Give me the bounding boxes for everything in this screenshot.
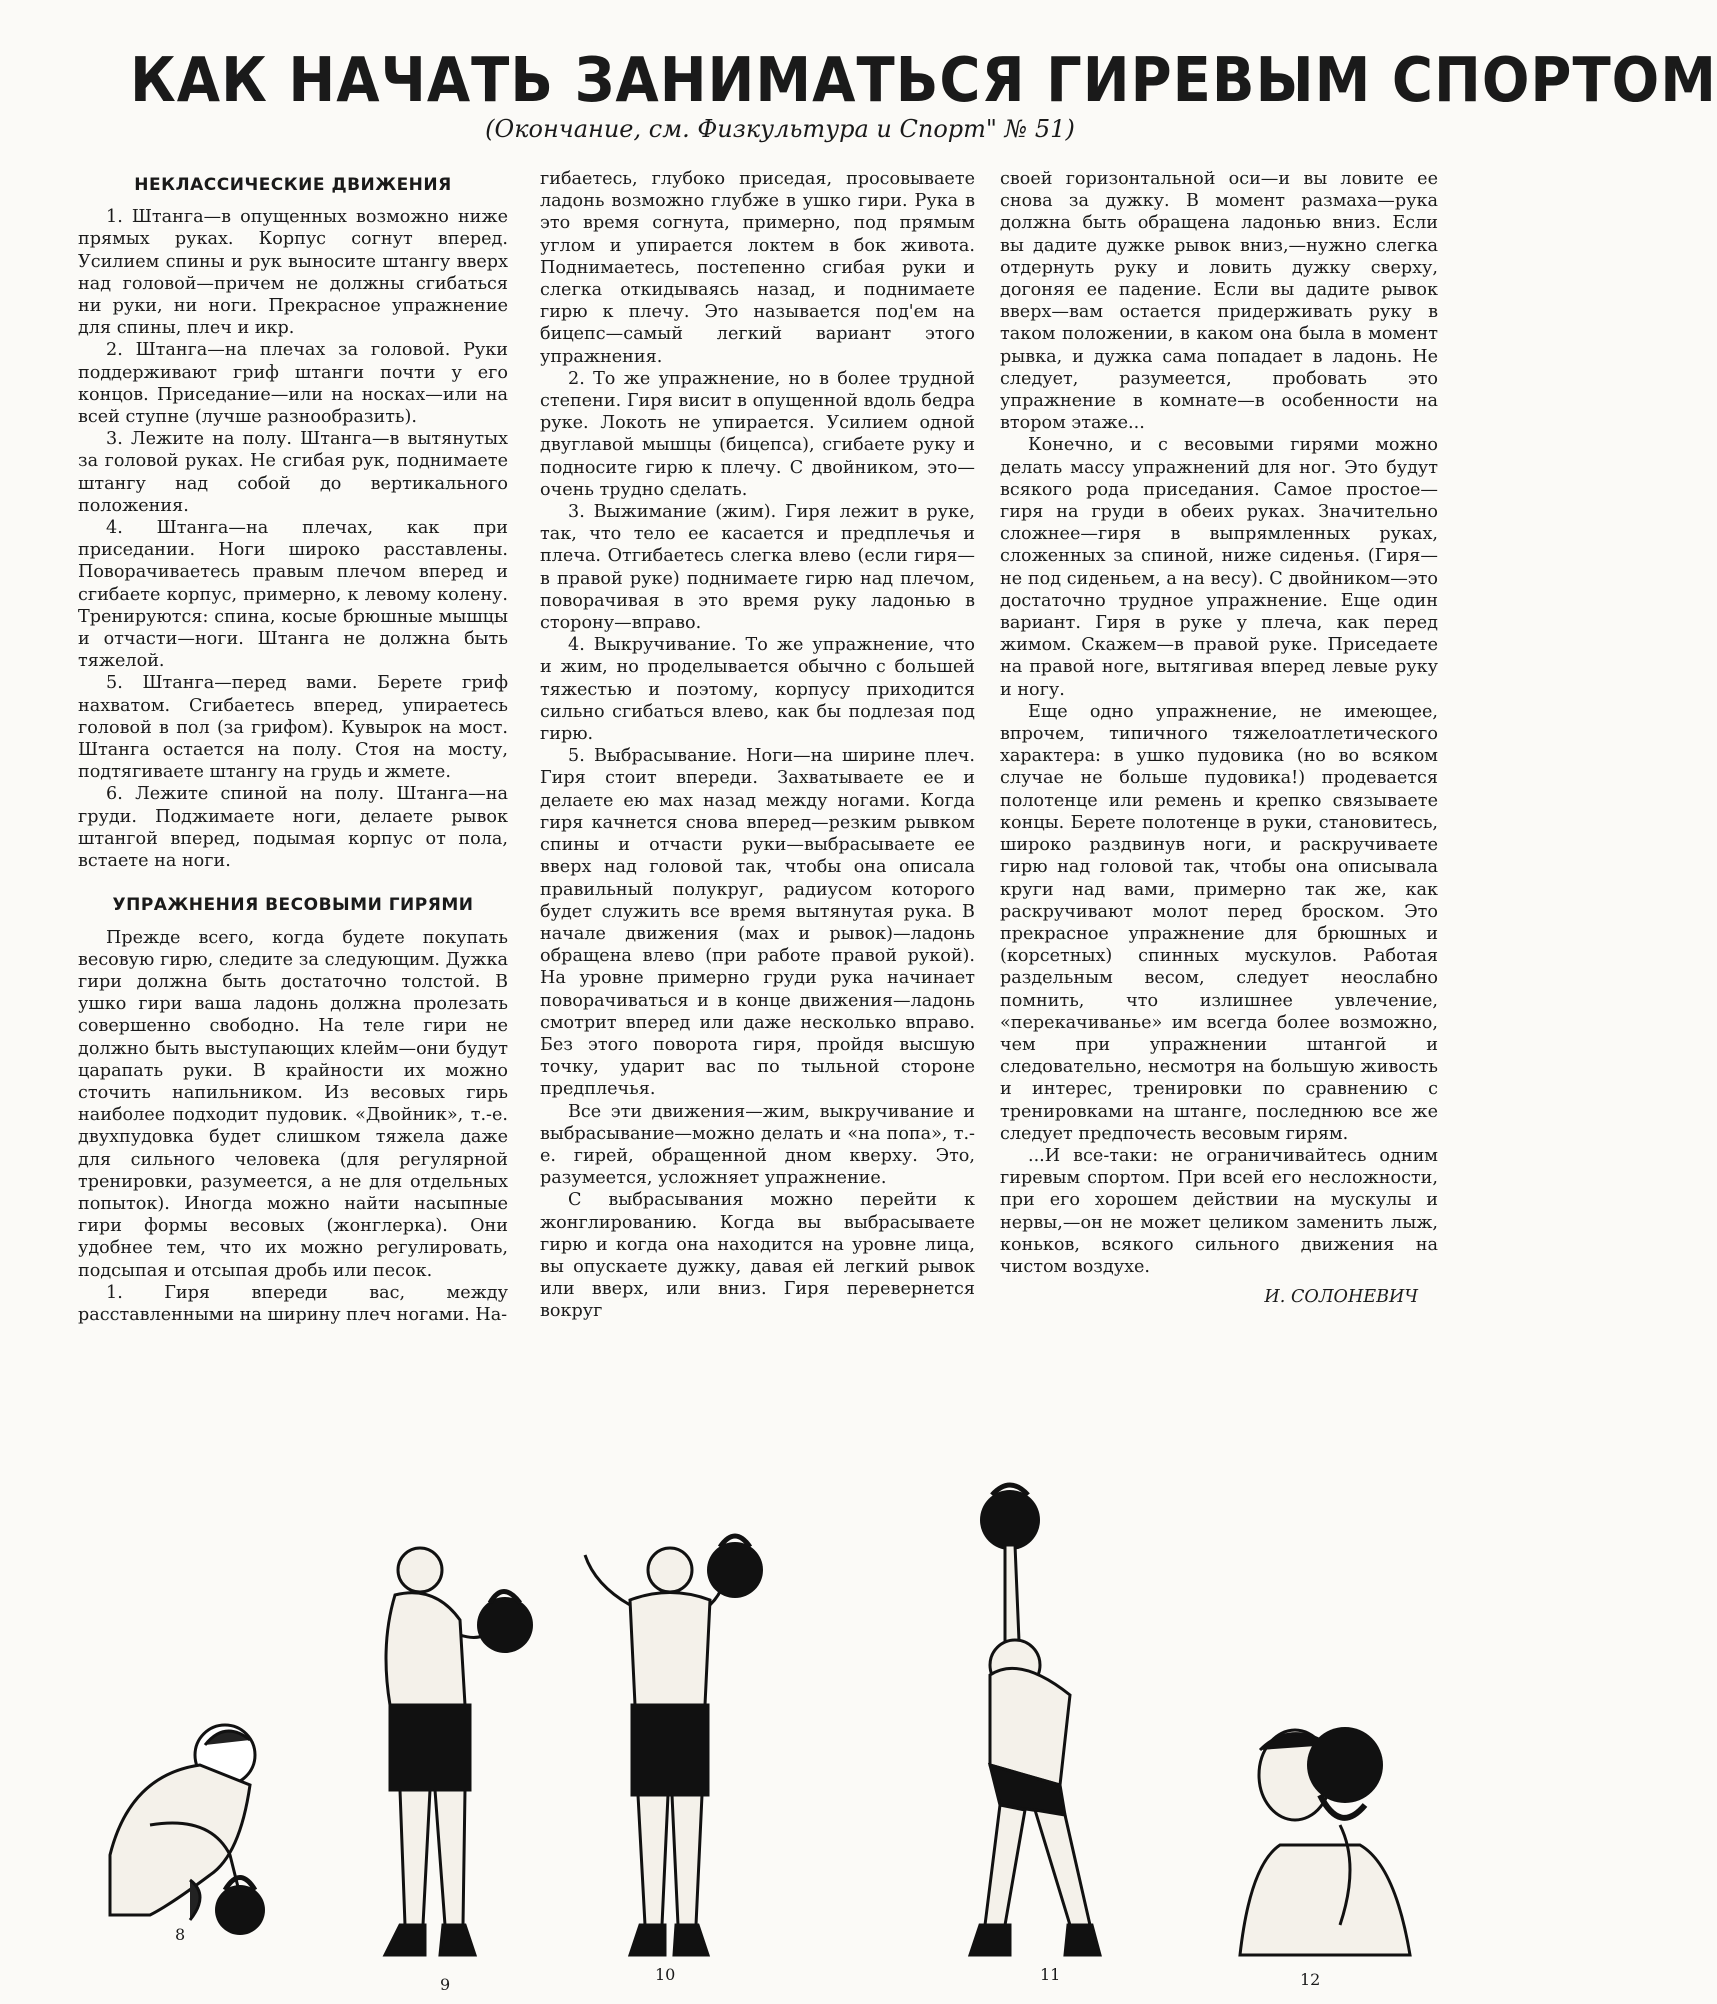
paragraph: своей горизонтальной оси—и вы ловите ее снова за дужку. В момент размаха—рука должна быть обращена ладонью вниз. Если вы дадите дужке рывок вниз,—нужно слегка отдернуть руку и ловить дужку сверху, догоняя ее падение. Если вы дадите рывок вверх—вам остается придерживать руку в таком положении, в каком она была в момент рывка, и дужка сама попадает в ладонь. Не следует, разумеется, пробовать это упражнение в комнате—в особенности на втором этаже...	[1000, 169, 1438, 434]
crouching-man-lifting-kettlebell-icon	[90, 1705, 320, 1935]
paragraph: 6. Лежите спиной на полу. Штанга—на груди. Поджимаете ноги, делаете рывок штангой вперед, подымая корпус от пола, встаете на ноги.	[78, 784, 508, 872]
figure-number: 12	[1300, 1970, 1321, 1989]
paragraph: 2. То же упражнение, но в более трудной степени. Гиря висит в опущенной вдоль бедра руке. Локоть не упирается. Усилием одной двуглавой мышцы (бицепса), сгибаете руку и подносите гирю к плечу. С двойником, это—очень трудно сделать.	[540, 368, 975, 500]
paragraph: 1. Гиря впереди вас, между расставленными на ширину плеч ногами. На-	[78, 1282, 508, 1325]
column-3	[1000, 168, 1438, 1308]
paragraph: 3. Выжимание (жим). Гиря лежит в руке, так, что тело ее касается и предплечья и плеча. Отгибаетесь слегка влево (если гиря—в правой руке) поднимаете гирю над плечом, поворачивая в это время руку ладонью в сторону—вправо.	[540, 502, 975, 634]
paragraph: Еще одно упражнение, не имеющее, впрочем, типичного тяжелоатлетического характера: в ушко пудовика (но во всяком случае не больше пудовика!) продевается полотенце или ремень и крепко связываете концы. Берете полотенце в руки, становитесь, широко раздвинув ноги, и раскручиваете гирю над головой так, чтобы она описывала круги над вами, примерно так же, как раскручивают молот перед броском. Это прекрасное упражнение для брюшных и (корсетных) спинных мускулов. Работая раздельным весом, следует неослабно помнить, что излишнее увлечение, «перекачиванье» им всегда более возможно, чем при упражнении штангой и следовательно, несмотря на большую живость и интерес, тренировки по сравнению с тренировками на штанге, последнюю все же следует предпочесть весовым гирям.	[1000, 701, 1438, 1144]
paragraph: 5. Выбрасывание. Ноги—на ширине плеч. Гиря стоит впереди. Захватываете ее и делаете ею мах назад между ногами. Когда гиря качнется снова вперед—резким рывком спины и отчасти руки—выбрасываете ее вверх над головой так, чтобы она описала правильный полукруг, радиусом которого будет служить все время вытянутая рука. В начале движения (мах и рывок)—ладонь обращена влево (при работе правой рукой). На уровне примерно груди рука начинает поворачиваться и в конце движения—ладонь смотрит вперед или даже несколько вправо. Без этого поворота гиря, пройдя высшую точку, ударит вас по тыльной стороне предплечья.	[540, 746, 975, 1100]
section-heading-kettlebells: УПРАЖНЕНИЯ ВЕСОВЫМИ ГИРЯМИ	[112, 895, 474, 916]
paragraph: 4. Штанга—на плечах, как при приседании. Ноги широко расставлены. Поворачиваетесь правым плечом вперед и сгибаете корпус, примерно, к левому колену. Тренируются: спина, косые брюшные мышцы и отчасти—ноги. Штанга не должна быть тяжелой.	[78, 518, 508, 672]
section-heading-nonclassical: НЕКЛАССИЧЕСКИЕ ДВИЖЕНИЯ	[134, 175, 452, 195]
paragraph: 1. Штанга—в опущенных возможно ниже прямых руках. Корпус согнут вперед. Усилием спины и рук выносите штангу вверх над головой—причем не должны сгибаться ни руки, ни ноги. Прекрасное упражнение для спины, плеч и икр.	[78, 207, 508, 339]
paragraph: 2. Штанга—на плечах за головой. Руки поддерживают гриф штанги почти у его концов. Приседание—или на носках—или на всей ступне (лучше разнообразить).	[78, 340, 508, 428]
article-subtitle: (Окончание, см. Физкультура и Спорт" № 51)	[485, 115, 1075, 143]
figure-number: 11	[1040, 1965, 1061, 1984]
paragraph: Прежде всего, когда будете покупать весовую гирю, следите за следующим. Дужка гири должна быть достаточно толстой. В ушко гири ваша ладонь должна пролезать совершенно свободно. На теле гири не должно быть выступающих клейм—они будут царапать руки. В крайности их можно сточить напильником. Из весовых гирь наиболее подходит пудовик. «Двойник», т.-е. двухпудовка будет слишком тяжела даже для сильного человека (для регулярной тренировки, разумеется, а не для отдельных попыток). Иногда можно найти насыпные гири формы весовых (жонглерка). Они удобнее тем, что их можно регулировать, подсыпая и отсыпая дробь или песок.	[78, 927, 508, 1281]
paragraph: 5. Штанга—перед вами. Берете гриф наxватом. Сгибаетесь вперед, упираетесь головой в пол (за грифом). Кувырок на мост. Штанга остается на полу. Стоя на мосту, подтягиваете штангу на грудь и жмете.	[78, 673, 508, 783]
paragraph: 3. Лежите на полу. Штанга—в вытянутых за головой руках. Не сгибая рук, поднимаете штангу над собой до вертикального положения.	[78, 429, 508, 516]
article-title: КАК НАЧАТЬ ЗАНИМАТЬСЯ ГИРЕВЫМ СПОРТОМ	[130, 44, 1717, 117]
paragraph: Все эти движения—жим, выкручивание и выбрасывание—можно делать и «на попа», т.-е. гирей, обращенной дном кверху. Это, разумеется, усложняет упражнение.	[540, 1101, 975, 1189]
figure-number: 8	[175, 1925, 186, 1944]
man-bent-press-kettlebell-icon	[950, 1485, 1140, 1965]
figure-number: 9	[440, 1975, 451, 1994]
man-curling-kettlebell-icon	[365, 1525, 545, 1965]
paragraph: 4. Выкручивание. То же упражнение, что и жим, но проделывается обычно с большей тяжестью и поэтому, корпусу приходится сильно сгибаться влево, как бы подлезая под гирю.	[540, 635, 975, 745]
figure-number: 10	[655, 1965, 676, 1984]
man-holding-kettlebell-bottom-up-icon	[1220, 1695, 1420, 1965]
column-1	[78, 168, 508, 1326]
paragraph: ...И все-таки: не ограничивайтесь одним гиревым спортом. При всей его несложности, при его хорошем действии на мускулы и нервы,—он не может целиком заменить лыж, коньков, всякого сильного движения на чистом воздухе.	[1000, 1145, 1438, 1277]
author-signature: И. СОЛОНЕВИЧ	[1264, 1287, 1418, 1308]
man-pressing-kettlebell-icon	[570, 1525, 770, 1965]
paragraph: С выбрасывания можно перейти к жонглированию. Когда вы выбрасываете гирю и когда она находится на уровне лица, вы опускаете дужку, давая ей легкий рывок или вверх, или вниз. Гиря перевернется вокруг	[540, 1190, 975, 1322]
paragraph: Конечно, и с весовыми гирями можно делать массу упражнений для ног. Это будут всякого рода приседания. Самое простое—гиря на груди в обеих руках. Значительно сложнее—гиря в выпрямленных руках, сложенных за спиной, ниже сиденья. (Гиря—не под сиденьем, а на весу). С двойником—это достаточно трудное упражнение. Еще один вариант. Гиря в руке у плеча, как перед жимом. Скажем—в правой руке. Приседаете на правой ноге, вытягивая вперед левые руку и ногу.	[1000, 435, 1438, 700]
illustrations	[70, 1485, 1450, 1994]
paragraph: гибаетесь, глубоко приседая, просовываете ладонь возможно глубже в ушко гири. Рука в это время согнута, примерно, под прямым углом и упирается локтем в бок живота. Поднимаетесь, постепенно сгибая руки и слегка откидываясь назад, и поднимаете гирю к плечу. Это называется под'ем на бицепс—самый легкий вариант этого упражнения.	[540, 169, 975, 367]
column-2	[540, 168, 975, 1323]
